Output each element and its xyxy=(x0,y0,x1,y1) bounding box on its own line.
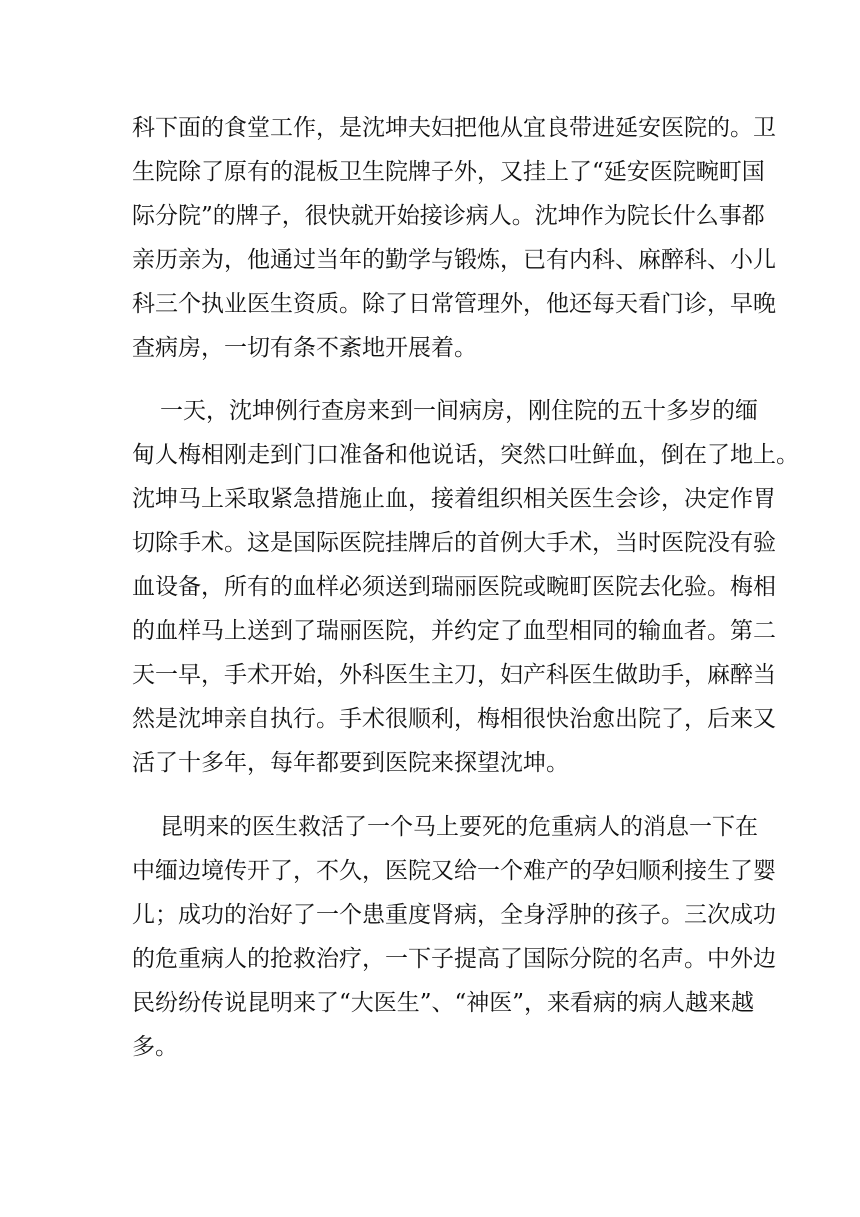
paragraph-2-line-6: 的血样马上送到了瑞丽医院，并约定了血型相同的输血者。第二 xyxy=(132,618,776,644)
paragraph-2-line-5: 血设备，所有的血样必须送到瑞丽医院或畹町医院去化验。梅相 xyxy=(132,574,776,600)
paragraph-3-line-5: 民纷纷传说昆明来了“大医生”、“神医”，来看病的病人越来越 xyxy=(132,990,755,1016)
paragraph-3-line-6: 多。 xyxy=(132,1034,178,1060)
paragraph-2-line-9: 活了十多年，每年都要到医院来探望沈坤。 xyxy=(132,750,569,776)
paragraph-2-line-3: 沈坤马上采取紧急措施止血，接着组织相关医生会诊，决定作胃 xyxy=(132,486,776,512)
paragraph-1-line-5: 科三个执业医生资质。除了日常管理外，他还每天看门诊，早晚 xyxy=(132,291,776,317)
paragraph-1-line-1: 科下面的食堂工作，是沈坤夫妇把他从宜良带进延安医院的。卫 xyxy=(132,115,776,141)
paragraph-1-line-3: 际分院”的牌子，很快就开始接诊病人。沈坤作为院长什么事都 xyxy=(132,203,765,229)
paragraph-1-line-2: 生院除了原有的混板卫生院牌子外，又挂上了“延安医院畹町国 xyxy=(132,159,765,185)
paragraph-2-line-2: 甸人梅相刚走到门口准备和他说话，突然口吐鲜血，倒在了地上。 xyxy=(132,442,799,468)
paragraph-1-line-4: 亲历亲为，他通过当年的勤学与锻炼，已有内科、麻醉科、小儿 xyxy=(132,247,776,273)
paragraph-3-line-4: 的危重病人的抢救治疗，一下子提高了国际分院的名声。中外边 xyxy=(132,946,776,972)
paragraph-3-line-2: 中缅边境传开了，不久，医院又给一个难产的孕妇顺利接生了婴 xyxy=(132,858,776,884)
paragraph-3-line-1: 昆明来的医生救活了一个马上要死的危重病人的消息一下在 xyxy=(160,814,758,840)
paragraph-2-line-4: 切除手术。这是国际医院挂牌后的首例大手术，当时医院没有验 xyxy=(132,530,776,556)
paragraph-2-line-1: 一天，沈坤例行查房来到一间病房，刚住院的五十多岁的缅 xyxy=(160,398,758,424)
paragraph-3-line-3: 儿；成功的治好了一个患重度肾病，全身浮肿的孩子。三次成功 xyxy=(132,902,776,928)
paragraph-2-line-7: 天一早，手术开始，外科医生主刀，妇产科医生做助手，麻醉当 xyxy=(132,662,776,688)
paragraph-1-line-6: 查病房，一切有条不紊地开展着。 xyxy=(132,335,477,361)
paragraph-2-line-8: 然是沈坤亲自执行。手术很顺利，梅相很快治愈出院了，后来又 xyxy=(132,706,776,732)
